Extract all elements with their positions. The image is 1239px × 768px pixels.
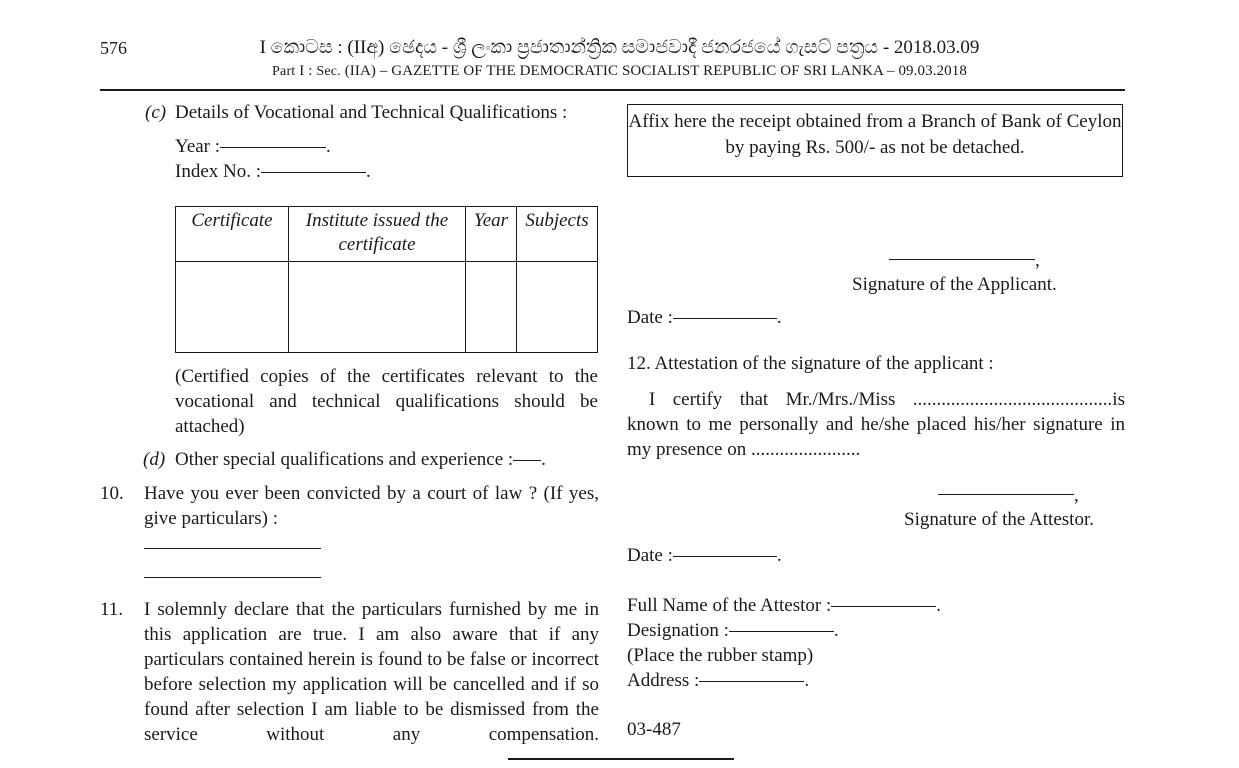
applicant-date-blank[interactable] [673, 318, 777, 319]
table-header-year: Year [466, 207, 517, 262]
attestor-full-name-label: Full Name of the Attestor : [627, 595, 832, 616]
attestor-address-label: Address : [627, 670, 700, 691]
question-10-number: 10. [100, 483, 124, 504]
section-d-marker: (d) [143, 449, 166, 470]
year-blank[interactable] [220, 147, 326, 148]
applicant-date-label: Date : [627, 307, 673, 328]
rubber-stamp-note: (Place the rubber stamp) [627, 645, 814, 666]
attestor-signature-comma: , [1074, 485, 1079, 506]
attestor-signature-label: Signature of the Attestor. [904, 509, 1094, 530]
attestor-full-name-blank[interactable] [831, 606, 936, 607]
part-label: Part [272, 64, 296, 79]
conviction-line-1[interactable] [144, 548, 321, 549]
index-field: Index No. : . [175, 161, 371, 182]
certified-copies-note: (Certified copies of the certificates relevant to the vocational and technical qualifications should be attached) [175, 366, 598, 437]
part-roman: I : [295, 63, 317, 79]
header-rule [100, 89, 1125, 91]
section-d-blank[interactable] [513, 460, 541, 461]
table-cell-certificate[interactable] [176, 262, 289, 353]
applicant-signature-line[interactable] [889, 259, 1035, 260]
year-label: Year : [175, 136, 221, 157]
attestor-date-label: Date : [627, 545, 673, 566]
table-row [176, 262, 598, 353]
applicant-signature-label: Signature of the Applicant. [852, 274, 1057, 295]
attestor-signature-line[interactable] [938, 494, 1074, 495]
section-c-marker: (c) [145, 102, 167, 123]
header-rest: (IIA) – GAZETTE OF THE DEMOCRATIC SOCIALIST REPUBLIC OF SRI LANKA – 09.03.2018 [340, 63, 967, 79]
applicant-date-field: Date : . [627, 307, 782, 328]
table-cell-subjects[interactable] [517, 262, 598, 353]
section-d-text: Other special qualifications and experience : [175, 449, 514, 470]
sec-label: Sec. [316, 64, 341, 79]
section-d-field: Other special qualifications and experience : . [175, 449, 546, 470]
attestor-date-field: Date : . [627, 545, 782, 566]
receipt-box: Affix here the receipt obtained from a Branch of Bank of Ceylon by paying Rs. 500/- as not be detached. [627, 104, 1123, 177]
qualifications-table [175, 206, 598, 353]
attestor-designation-field: Designation : . [627, 620, 839, 641]
question-10-text: Have you ever been convicted by a court of law ? (If yes, give particulars) : [144, 483, 599, 529]
attestor-designation-label: Designation : [627, 620, 729, 641]
conviction-line-2[interactable] [144, 577, 321, 578]
year-field: Year : . [175, 136, 331, 157]
attestor-address-field: Address : . [627, 670, 810, 691]
attestor-designation-blank[interactable] [729, 631, 834, 632]
page-number: 576 [100, 38, 127, 58]
question-11-number: 11. [100, 599, 124, 620]
table-header-row [176, 207, 598, 262]
attestor-date-blank[interactable] [673, 556, 777, 557]
table-cell-institute[interactable] [289, 262, 466, 353]
gazette-header-english [0, 63, 1239, 80]
attestor-address-blank[interactable] [699, 681, 804, 682]
question-11-text: I solemnly declare that the particulars furnished by me in this application are true. I am also aware that if any particulars contained herein is found to be false or incorrect before selection my application will be cancelled and if so found after selection I am liable to be dismissed from the service without any compensation. [144, 599, 599, 745]
table-header-certificate: Certificate [176, 207, 289, 262]
index-blank[interactable] [261, 172, 366, 173]
section-c-title: Details of Vocational and Technical Qualifications : [175, 102, 568, 123]
gazette-header-sinhala: I කොටස : (IIඅ) ඡෙදය - ශ්‍රී ලංකා ප්‍රජාතාන්ත්‍රික සමාජවාදී ජනරජයේ ගැසට් පත්‍රය - 2018.03.09 [259, 37, 980, 58]
applicant-signature-comma: , [1035, 250, 1040, 271]
attestor-full-name-field: Full Name of the Attestor : . [627, 595, 941, 616]
table-header-institute: Institute issued the certificate [289, 207, 466, 262]
footer-rule [508, 758, 734, 760]
attestation-certify-text: I certify that Mr./Mrs./Miss ..........................................is known to me personally and he/she placed his/her signature in my presence on ....................... [627, 389, 1125, 460]
table-cell-year[interactable] [466, 262, 517, 353]
attestation-title: 12. Attestation of the signature of the applicant : [627, 353, 994, 374]
reference-number: 03-487 [627, 719, 681, 740]
index-label: Index No. : [175, 161, 262, 182]
table-header-subjects: Subjects [517, 207, 598, 262]
